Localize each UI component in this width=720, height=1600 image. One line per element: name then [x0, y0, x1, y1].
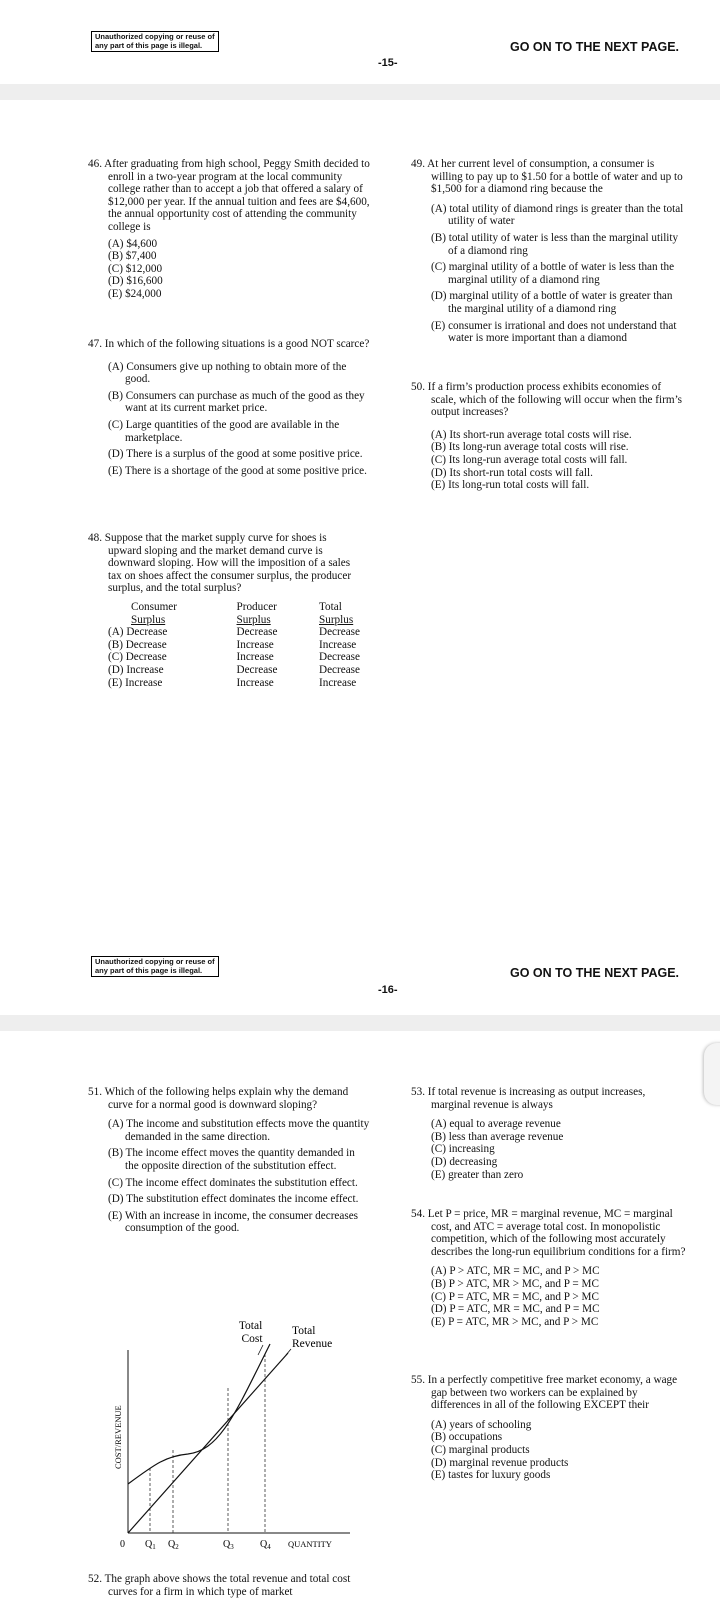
question-50: [411, 381, 687, 492]
answer-option[interactable]: (B) P > ATC, MR > MC, and P = MC: [431, 1277, 599, 1290]
table-row[interactable]: (A) Decrease Decrease Decrease: [108, 626, 360, 639]
answer-option[interactable]: (C) marginal utility of a bottle of water is less than the marginal utility of a diamond ring: [431, 261, 675, 286]
answer-option[interactable]: (D) Its short-run total costs will fall.: [431, 466, 593, 479]
question-stem: 49. At her current level of consumption, a consumer is willing to pay up to $1.50 for a bottle of water and up to $1,500 for a diamond ring because the: [411, 158, 683, 196]
question-46: [88, 158, 370, 301]
answer-option[interactable]: (C) P = ATC, MR = MC, and P > MC: [431, 1290, 599, 1303]
answer-option[interactable]: (E) consumer is irrational and does not understand that water is more important than a diamond: [431, 319, 677, 345]
tick-q3: $Q_3$: [223, 1539, 234, 1551]
answer-option[interactable]: (D) $16,600: [108, 275, 163, 288]
question-stem: 54. Let P = price, MR = marginal revenue, MC = marginal cost, and ATC = average total cost. In monopolistic competition, which of the following most accurately describes the long-run equilibrium conditions for a firm?: [411, 1208, 686, 1258]
question-52: [88, 1573, 370, 1598]
question-stem: 55. In a perfectly competitive free market economy, a wage gap between two workers can be explained by differences in all of the following EXCEPT their: [411, 1374, 678, 1412]
answer-option[interactable]: (B) Its long-run average total costs will rise.: [431, 441, 629, 454]
question-51: [88, 1086, 370, 1235]
answer-option[interactable]: (D) decreasing: [431, 1155, 498, 1168]
answer-option[interactable]: (A) Consumers give up nothing to obtain more of the good.: [108, 360, 347, 386]
question-47: [88, 338, 370, 481]
answer-option[interactable]: (B) Consumers can purchase as much of the good as they want at its current market price.: [108, 389, 365, 415]
answer-option[interactable]: (A) total utility of diamond rings is greater than the total utility of water: [431, 202, 684, 228]
total-revenue-pointer: [286, 1349, 291, 1355]
table-row[interactable]: (E) Increase Increase Increase: [108, 676, 357, 689]
answer-option[interactable]: (B) less than average revenue: [431, 1130, 564, 1143]
answer-option[interactable]: (A) equal to average revenue: [431, 1118, 561, 1131]
question-stem: 47. In which of the following situations is a good NOT scarce?: [88, 338, 370, 350]
page-gap: [0, 84, 720, 100]
total-revenue-curve: [128, 1353, 288, 1533]
copyright-notice: Unauthorized copying or reuse of any part of this page is illegal.: [91, 31, 219, 52]
copyright-notice: Unauthorized copying or reuse of any part of this page is illegal.: [91, 956, 219, 977]
answer-option[interactable]: (A) years of schooling: [431, 1418, 532, 1431]
question-stem: 50. If a firm’s production process exhibits economies of scale, which of the following will occur when the firm’s output increases?: [411, 381, 683, 419]
question-49: [411, 158, 687, 345]
page-number: -15-: [378, 57, 398, 69]
answer-option[interactable]: (C) The income effect dominates the substitution effect.: [108, 1176, 358, 1189]
answer-option[interactable]: (D) The substitution effect dominates the income effect.: [108, 1193, 359, 1206]
tick-q4: $Q_4$: [260, 1539, 271, 1551]
answer-option[interactable]: (C) Its long-run average total costs will fall.: [431, 453, 628, 466]
question-stem: 48. Suppose that the market supply curve for shoes is upward sloping and the market demand curve is downward sloping. How will the imposition of a sales tax on shoes affect the consumer surplus, the producer surplus, and the total surplus?: [88, 532, 352, 595]
page-15-footer: [0, 0, 720, 84]
question-54: [411, 1208, 687, 1328]
page-17: [0, 1031, 720, 1600]
answer-option[interactable]: (E) greater than zero: [431, 1168, 524, 1181]
page-number: -16-: [378, 984, 398, 996]
question-55: [411, 1374, 689, 1482]
y-axis-label: COST/REVENUE: [113, 1405, 123, 1469]
go-on-label: GO ON TO THE NEXT PAGE.: [510, 40, 680, 54]
answer-option[interactable]: (C) $12,000: [108, 262, 163, 275]
tick-q2: $Q_2$: [168, 1539, 179, 1551]
question-48: [88, 532, 360, 689]
answer-option[interactable]: (E) Its long-run total costs will fall.: [431, 479, 590, 492]
total-cost-label: Total Cost: [238, 1320, 263, 1345]
question-stem: 53. If total revenue is increasing as output increases, marginal revenue is always: [411, 1086, 646, 1111]
total-revenue-label: Total Revenue: [292, 1325, 333, 1350]
question-53: [411, 1086, 687, 1181]
total-cost-curve: [128, 1344, 270, 1484]
answer-option[interactable]: (C) marginal products: [431, 1443, 530, 1456]
x-axis-label: QUANTITY: [288, 1539, 332, 1549]
answer-option[interactable]: (E) P = ATC, MR > MC, and P > MC: [431, 1315, 599, 1328]
table-row[interactable]: (C) Decrease Increase Decrease: [108, 651, 360, 664]
answer-option[interactable]: (E) tastes for luxury goods: [431, 1469, 551, 1482]
table-row[interactable]: (D) Increase Decrease Decrease: [108, 663, 360, 676]
answer-option[interactable]: (E) $24,000: [108, 287, 162, 300]
answer-option[interactable]: (E) There is a shortage of the good at some positive price.: [108, 464, 367, 477]
answer-option[interactable]: (C) increasing: [431, 1143, 495, 1156]
answer-option[interactable]: (B) occupations: [431, 1431, 503, 1444]
total-revenue-cost-graph: [100, 1314, 360, 1554]
question-stem: 46. After graduating from high school, Peggy Smith decided to enroll in a two-year program at the local community college rather than to accept a job that offered a salary of $12,000 per year. If the annual tuition and fees are $4,600, the annual opportunity cost of attending the community college is: [88, 158, 370, 233]
answer-option[interactable]: (A) The income and substitution effects move the quantity demanded in the same direction.: [108, 1118, 370, 1143]
side-panel-handle[interactable]: [704, 1043, 720, 1105]
answer-option[interactable]: (A) Its short-run average total costs will rise.: [431, 428, 632, 441]
answer-option[interactable]: (D) There is a surplus of the good at some positive price.: [108, 448, 363, 461]
answer-option[interactable]: (A) P > ATC, MR = MC, and P > MC: [431, 1265, 600, 1278]
page-16: [0, 100, 720, 1015]
surplus-table: [108, 601, 360, 689]
answer-option[interactable]: (D) marginal utility of a bottle of water is greater than the marginal utility of a diamond ring: [431, 290, 673, 315]
total-cost-pointer: [258, 1345, 263, 1355]
table-row[interactable]: (B) Decrease Increase Increase: [108, 638, 357, 651]
answer-option[interactable]: (D) marginal revenue products: [431, 1456, 569, 1469]
answer-option[interactable]: (B) The income effect moves the quantity demanded in the opposite direction of the substitution effect.: [108, 1147, 355, 1172]
origin-label: 0: [120, 1539, 125, 1550]
question-stem: 52. The graph above shows the total revenue and total cost curves for a firm in which type of market: [88, 1573, 351, 1598]
answer-option[interactable]: (B) $7,400: [108, 250, 157, 263]
answer-option[interactable]: (C) Large quantities of the good are available in the marketplace.: [108, 418, 340, 444]
answer-option[interactable]: (E) With an increase in income, the consumer decreases consumption of the good.: [108, 1209, 359, 1235]
question-stem: 51. Which of the following helps explain why the demand curve for a normal good is downward sloping?: [88, 1086, 349, 1111]
go-on-label: GO ON TO THE NEXT PAGE.: [510, 966, 680, 980]
tick-q1: $Q_1$: [145, 1539, 156, 1551]
page-gap: [0, 1015, 720, 1031]
answer-option[interactable]: (A) $4,600: [108, 237, 158, 250]
answer-option[interactable]: (B) total utility of water is less than the marginal utility of a diamond ring: [431, 231, 679, 257]
answer-option[interactable]: (D) P = ATC, MR = MC, and P = MC: [431, 1303, 600, 1316]
table-header-row: Consumer Surplus Producer Surplus Total Surplus: [131, 600, 354, 626]
